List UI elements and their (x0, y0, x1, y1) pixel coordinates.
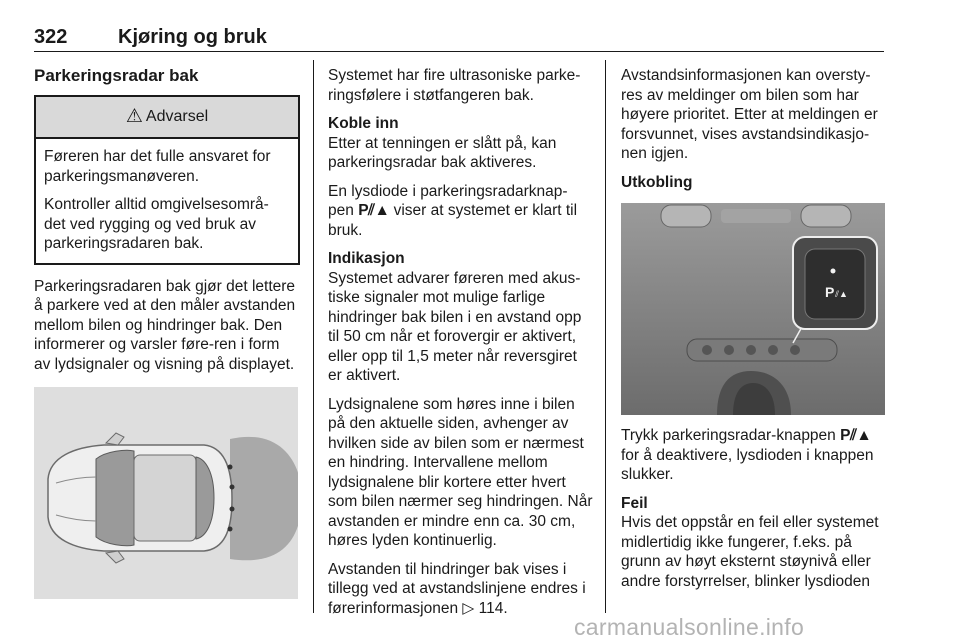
indikasjon-text: Systemet advarer føreren med akus-tiske signaler mot mulige farlige hindringer bak bilen i en avstand opp til 50 cm når et forovergir er aktivert, eller opp til 1,5 meter når reversgiret er aktivert. (328, 269, 582, 384)
console-photo-image (621, 203, 885, 415)
body-paragraph: Parkeringsradaren bak gjør det lettere å parkere ved at den måler avstanden mellom bilen og hindringer bak. Den informerer og varsler føre-ren i form av lydsignaler og visning på displayet. (34, 277, 296, 373)
car-top-view-image (34, 387, 298, 599)
avstand-paragraph: Avstanden til hindringer bak vises i tillegg ved at avstandslinjene endres i førerinformasjonen ▷ 114. (328, 560, 586, 617)
warning-header (36, 97, 298, 139)
koble-inn-heading: Koble inn (328, 115, 399, 132)
left-column (34, 66, 300, 599)
override-paragraph: Avstandsinformasjonen kan oversty-res av meldinger om bilen som har høyere prioritet. Etter at meldingen er forsvunnet, vises avstandsindikasjo-nen igjen. (621, 67, 878, 162)
page-reference-link[interactable]: 114. (478, 599, 508, 617)
parking-button-label: P (825, 284, 835, 300)
right-column (621, 66, 887, 600)
section-title: Parkeringsradar bak (34, 66, 199, 85)
warning-triangle-icon: ⚠ (125, 106, 143, 128)
column-divider-right (605, 60, 606, 613)
intro-paragraph: Systemet har fire ultrasoniske parke-ringsfølere i støtfangeren bak. (328, 67, 581, 104)
warning-paragraph: Føreren har det fulle ansvaret for parkeringsmanøveren. (44, 148, 271, 185)
lydsignal-paragraph: Lydsignalene som høres inne i bilen på den aktuelle siden, avhenger av hvilken side av bilen som er nærmest en hindring. Intervallene mellom lydsignalene blir kortere etter hvert som bilen nærmer seg hindringen. Når avstanden er mindre enn ca. 30 cm, høres lyden kontinuerlig. (328, 395, 593, 549)
page-reference-icon: ▷ (462, 599, 475, 617)
utkobling-heading: Utkobling (621, 173, 693, 191)
car-sensor-illustration (34, 387, 298, 599)
koble-inn-text: Etter at tenningen er slått på, kan parkeringsradar bak aktiveres. (328, 134, 557, 171)
warning-paragraph: Kontroller alltid omgivelsesområ-det ved rygging og ved bruk av parkeringsradaren bak. (44, 196, 269, 252)
lysdiode-paragraph: En lysdiode i parkeringsradarknap-pen P⫽▲ viser at systemet er klart til bruk. (328, 182, 578, 239)
warning-title: Advarsel (145, 108, 209, 126)
indikasjon-heading: Indikasjon (328, 250, 405, 267)
page-header (34, 26, 884, 50)
svg-text:⫽▲: ⫽▲ (835, 289, 848, 299)
warning-body (36, 139, 298, 254)
page-number: 322 (34, 26, 68, 48)
feil-text: Hvis det oppstår en feil eller systemet midlertidig ikke fungerer, f.eks. på grunn av høyt eksternt støynivå eller andre forstyrrelser, blinker lysdioden (621, 514, 879, 590)
parking-radar-button-icon: P⫽▲ (840, 427, 872, 444)
parking-radar-symbol-icon: P⫽▲ (358, 202, 390, 219)
column-divider-left (313, 60, 314, 613)
chapter-title: Kjøring og bruk (118, 26, 267, 48)
console-button-photo (621, 203, 885, 415)
header-divider (34, 51, 884, 52)
feil-heading: Feil (621, 494, 648, 512)
warning-box (34, 95, 300, 265)
trykk-paragraph: Trykk parkeringsradar-knappen P⫽▲ for å deaktivere, lysdioden i knappen slukker. (621, 427, 874, 483)
middle-column (328, 66, 593, 627)
watermark: carmanualsonline.info (574, 614, 805, 640)
